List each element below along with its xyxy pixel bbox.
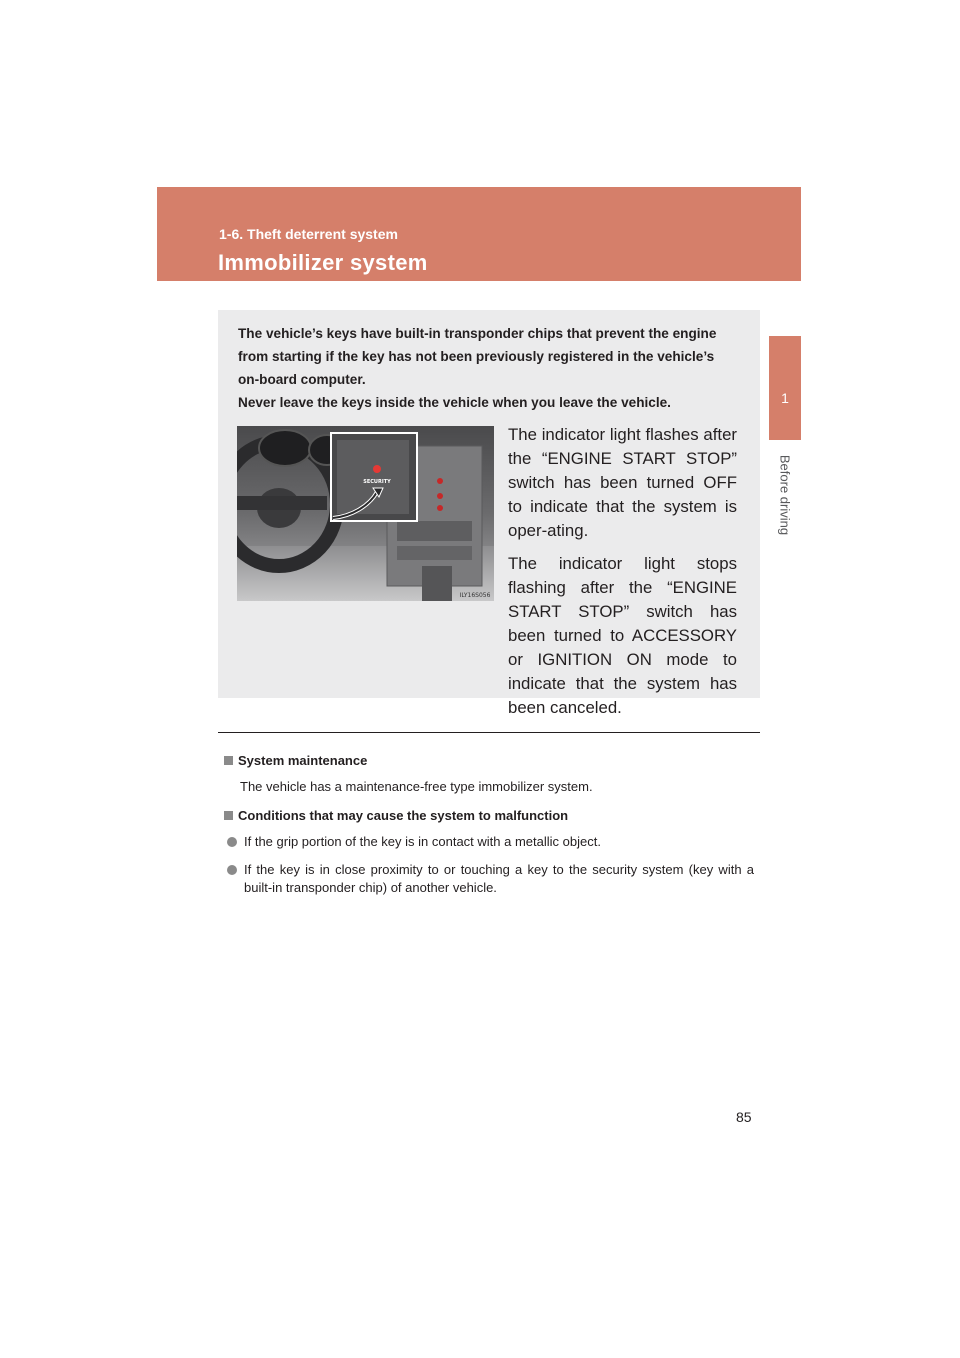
- chapter-tab-label: [770, 440, 800, 550]
- page-title: Immobilizer system: [218, 250, 428, 275]
- circle-bullet-icon: [227, 865, 237, 875]
- maintenance-heading: [224, 752, 754, 769]
- dashboard-photo: [237, 426, 494, 601]
- page-number: 85: [736, 1109, 752, 1125]
- indicator-paragraph-2: The indicator light stops flashing after the “ENGINE START STOP” switch has been turned to ACCESSORY or IGNITION ON mode to indicate that the system has been canceled.: [508, 554, 737, 717]
- maintenance-body: The vehicle has a maintenance-free type immobilizer system.: [240, 779, 593, 794]
- intro-text: [238, 322, 738, 414]
- malfunction-heading-text: Conditions that may cause the system to malfunction: [238, 808, 569, 823]
- list-item-text: If the grip portion of the key is in contact with a metallic object.: [244, 834, 601, 849]
- list-item: [227, 861, 754, 897]
- list-item: [227, 833, 754, 851]
- malfunction-heading: [224, 807, 754, 824]
- security-label: SECURITY: [363, 479, 391, 485]
- section-label: 1-6. Theft deterrent system: [219, 226, 398, 242]
- notes-section: [224, 752, 754, 907]
- list-item-text: If the key is in close proximity to or touching a key to the security system (key with a built-in transponder chip) of another vehicle.: [244, 862, 754, 895]
- divider-rule: [218, 732, 760, 733]
- intro-line: The vehicle’s keys have built-in transponder chips that prevent the engine from starting if the key has not been previously registered in the vehicle’s on-board computer. Never leave the keys inside the vehicle when you leave the vehicle.: [238, 326, 717, 410]
- intro-box: [218, 310, 760, 717]
- chapter-tab[interactable]: [769, 336, 801, 440]
- indicator-description: [508, 423, 737, 729]
- indicator-paragraph-1: The indicator light flashes after the “ENGINE START STOP” switch has been turned OFF to indicate that the system is oper-ating.: [508, 425, 737, 540]
- circle-bullet-icon: [227, 837, 237, 847]
- chapter-number: 1: [781, 390, 789, 406]
- maintenance-heading-text: System maintenance: [238, 753, 368, 768]
- square-bullet-icon: [224, 811, 233, 820]
- square-bullet-icon: [224, 756, 233, 765]
- chapter-tab-label-text: Before driving: [777, 454, 793, 536]
- figure-code: ILY16S056: [459, 592, 491, 599]
